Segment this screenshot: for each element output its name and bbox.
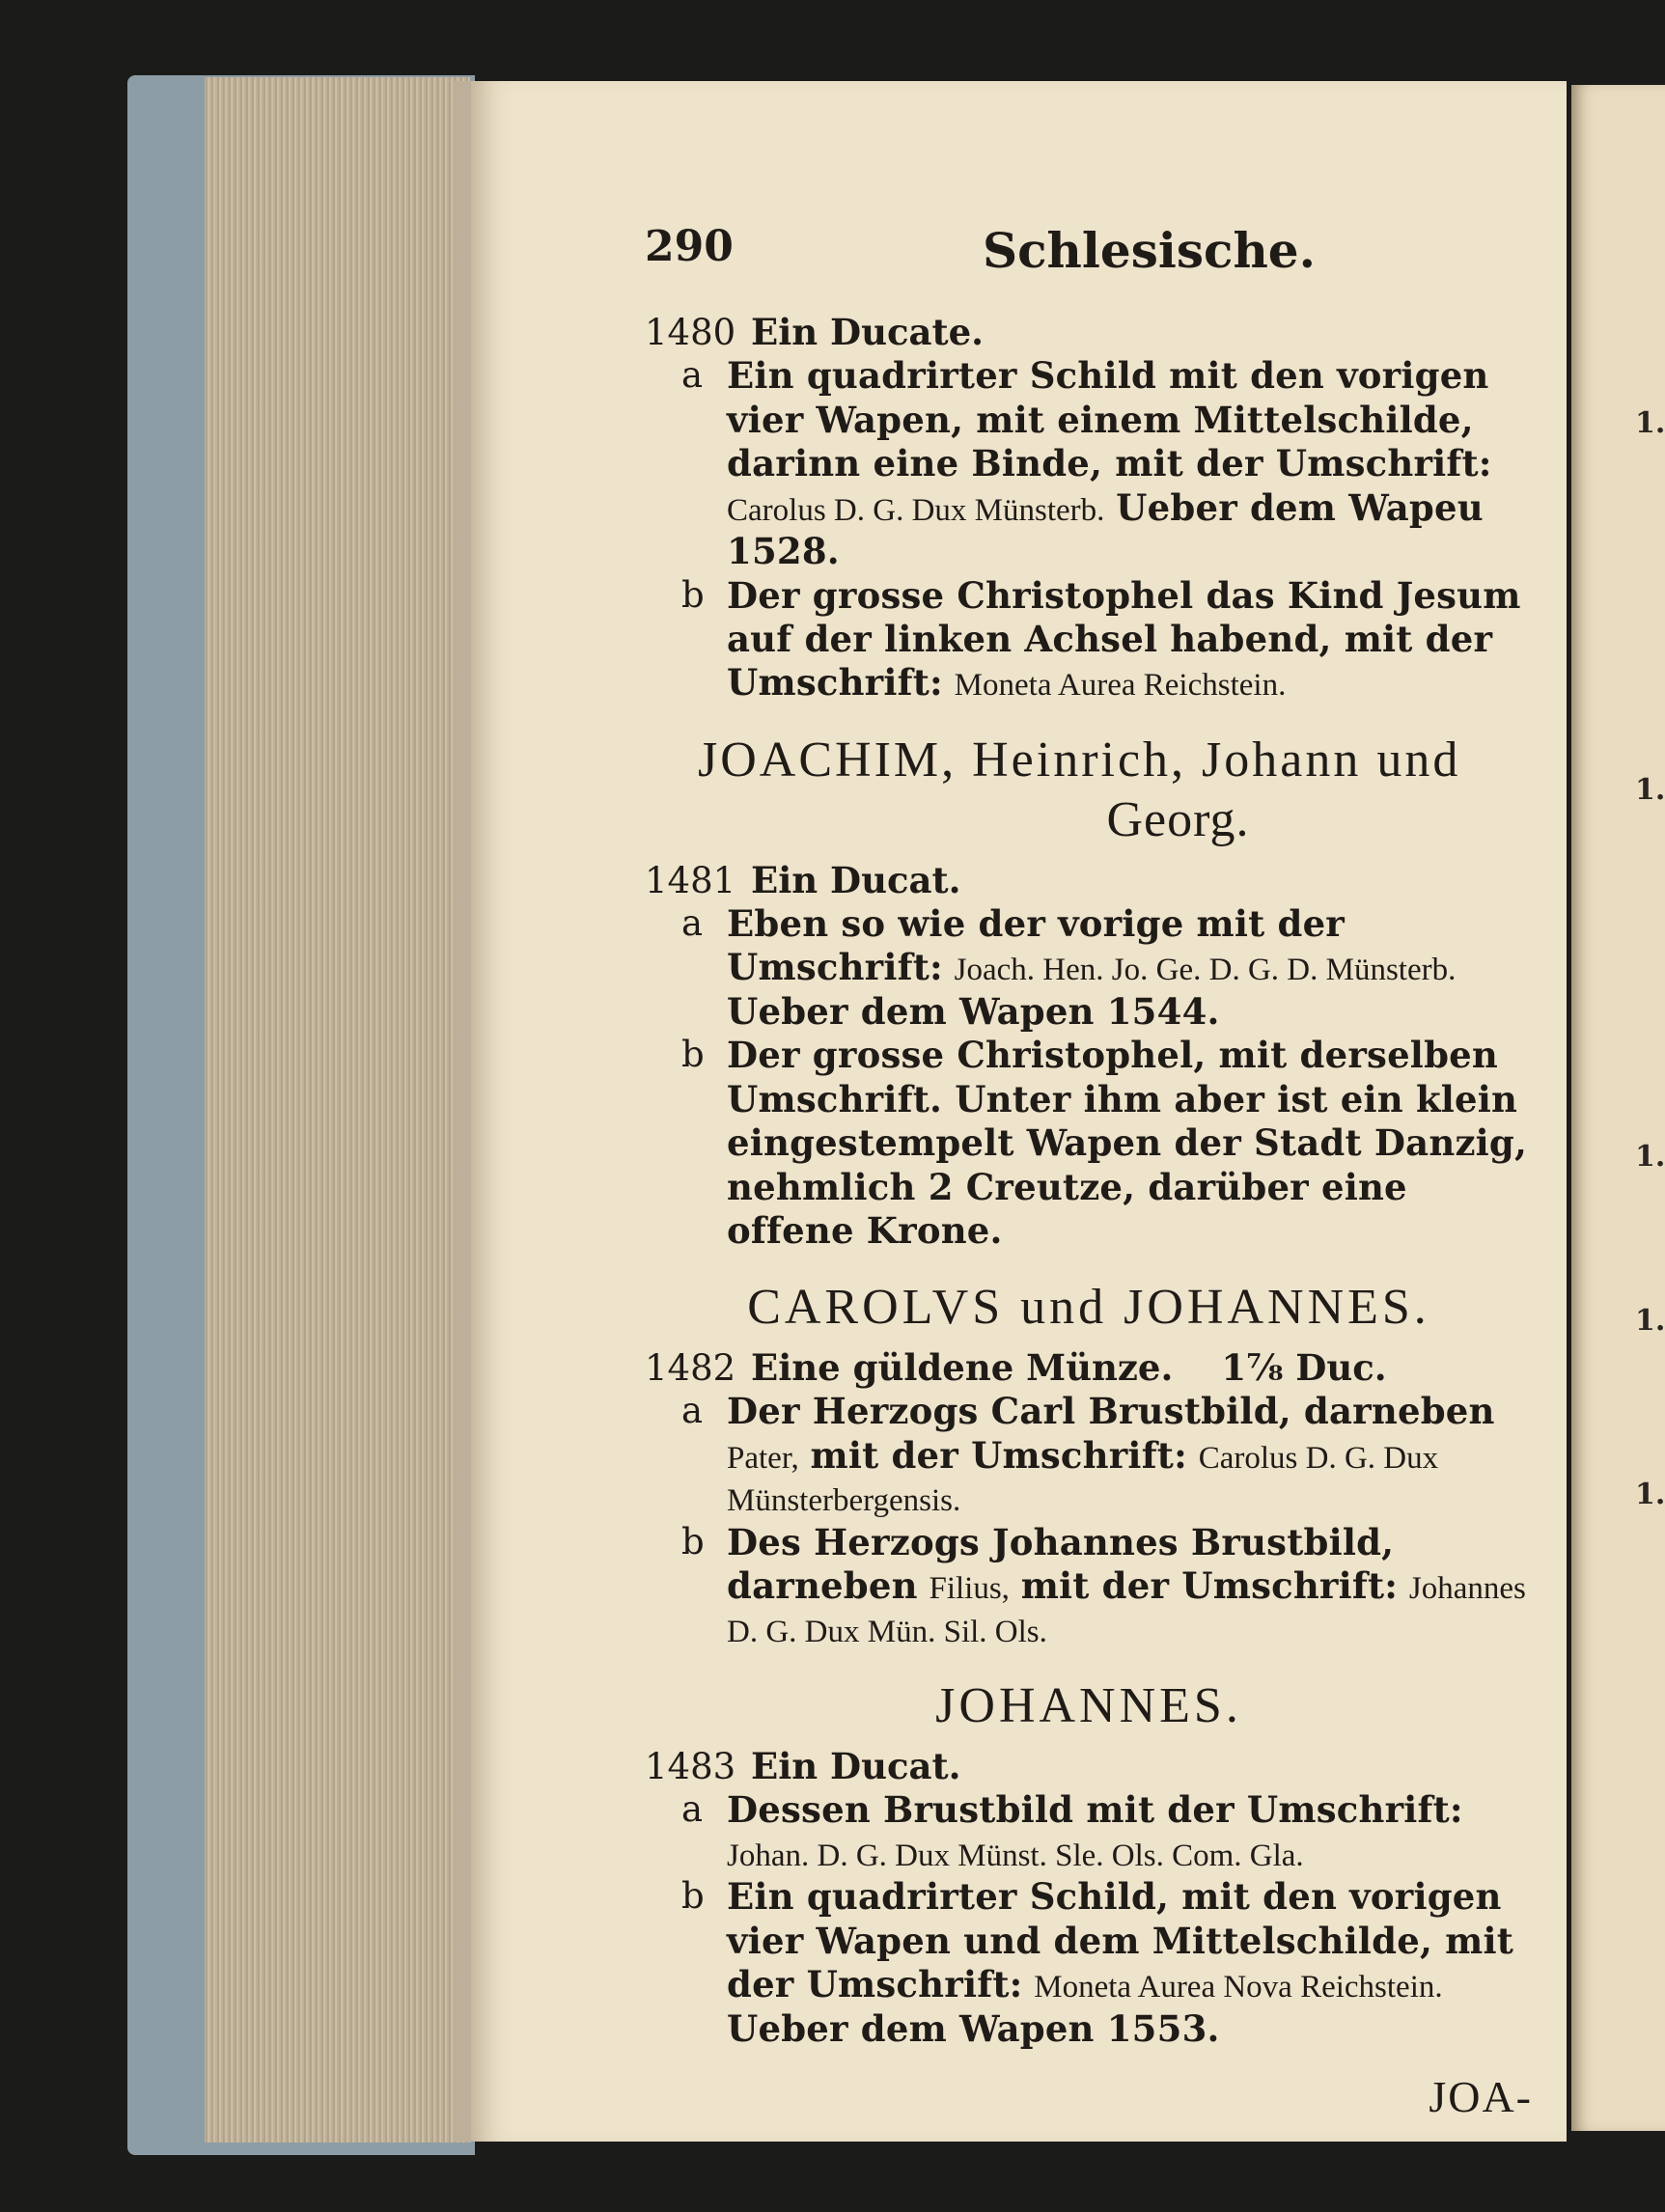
item-letter: b <box>681 1520 705 1562</box>
section-heading: JOACHIM, Heinrich, Johann und Georg. <box>698 732 1461 848</box>
latin-inscription: Carolus D. G. Dux Münsterb. <box>727 492 1105 528</box>
entry-item: a Dessen Brustbild mit der Umschrift: Johan. D. G. Dux Münst. Sle. Ols. Com. Gla. <box>681 1788 1463 1873</box>
entry-item: a Ein quadrirter Schild mit den vorigen vier Wapen, mit einem Mittelschilde, darinn eine Binde, mit der Umschrift: Carolus D. G. Dux Münsterb. Ueber dem Wapeu 1528. <box>681 354 1492 573</box>
next-page-mark: 1. <box>1635 1478 1665 1511</box>
latin-inscription: Joach. Hen. Jo. Ge. D. G. D. Münsterb. <box>954 953 1457 988</box>
item-letter: b <box>681 1034 705 1076</box>
entry-item: b Der grosse Christophel das Kind Jesum auf der linken Achsel habend, mit der Umschrift: Moneta Aurea Reichstein. <box>681 573 1521 705</box>
catalog-entry <box>645 1346 1533 1652</box>
page-content <box>645 222 1533 2123</box>
page-header <box>645 222 1533 307</box>
page-edges <box>205 77 470 2143</box>
catalog-entry <box>645 859 1533 1254</box>
latin-inscription: Moneta Aurea Nova Reichstein. <box>1034 1969 1443 2005</box>
running-title: Schlesische. <box>983 222 1317 279</box>
next-page-edge <box>1571 85 1665 2131</box>
page-number: 290 <box>645 222 734 271</box>
item-letter: a <box>681 354 704 397</box>
gutter <box>454 81 471 2142</box>
entry-title: Ein Ducat. <box>751 1744 961 1787</box>
entry-item: a Eben so wie der vorige mit der Umschrift: Joach. Hen. Jo. Ge. D. G. D. Münsterb. Ueber dem Wapen 1544. <box>681 902 1457 1034</box>
entry-value: 1⅞ Duc. <box>1221 1345 1387 1389</box>
next-page-mark: 1. <box>1635 406 1665 440</box>
entry-number: 1483 <box>645 1745 736 1787</box>
entry-title: Eine güldene Münze. <box>751 1345 1174 1389</box>
section-heading: JOHANNES. <box>935 1678 1242 1734</box>
item-letter: b <box>681 573 705 616</box>
entry-title: Ein Ducat. <box>751 858 961 901</box>
entry-number: 1482 <box>645 1346 736 1389</box>
latin-inscription: Johan. D. G. Dux Münst. Sle. Ols. Com. Gla. <box>727 1838 1304 1873</box>
entry-item: b Des Herzogs Johannes Brustbild, darneben Filius, mit der Umschrift: Johannes D. G. Dux Mün. Sil. Ols. <box>681 1520 1526 1649</box>
item-letter: a <box>681 1390 704 1432</box>
item-letter: a <box>681 902 704 945</box>
entry-number: 1481 <box>645 859 736 901</box>
entry-item: a Der Herzogs Carl Brustbild, darneben Pater, mit der Umschrift: Carolus D. G. Dux Münsterbergensis. <box>681 1390 1495 1519</box>
entry-number: 1480 <box>645 312 736 353</box>
section-heading: CAROLVS und JOHANNES. <box>747 1280 1430 1336</box>
next-page-mark: 1. <box>1635 1140 1665 1174</box>
entry-item: b Ein quadrirter Schild, mit den vorigen vier Wapen und dem Mittelschilde, mit der Umschrift: Moneta Aurea Nova Reichstein. Ueber dem Wapen 1553. <box>681 1875 1514 2050</box>
next-page-mark: 1. <box>1635 773 1665 807</box>
catalog-entry <box>645 1745 1533 2051</box>
latin-inscription: Carolus D. G. Dux Münsterbergensis. <box>727 1440 1439 1519</box>
catalog-entry <box>645 311 1533 705</box>
catchword: JOA- <box>1429 2071 1533 2121</box>
item-letter: b <box>681 1875 705 1918</box>
latin-inscription: Johannes D. G. Dux Mün. Sil. Ols. <box>727 1571 1526 1649</box>
next-page-mark: 1. <box>1635 1304 1665 1338</box>
entry-title: Ein Ducate. <box>751 311 985 353</box>
latin-inscription: Moneta Aurea Reichstein. <box>954 668 1287 704</box>
entry-item: b Der grosse Christophel, mit derselben Umschrift. Unter ihm aber ist ein klein eingestempelt Wapen der Stadt Danzig, nehmlich 2 Creutze, darüber eine offene Krone. <box>681 1034 1528 1253</box>
item-letter: a <box>681 1788 704 1831</box>
